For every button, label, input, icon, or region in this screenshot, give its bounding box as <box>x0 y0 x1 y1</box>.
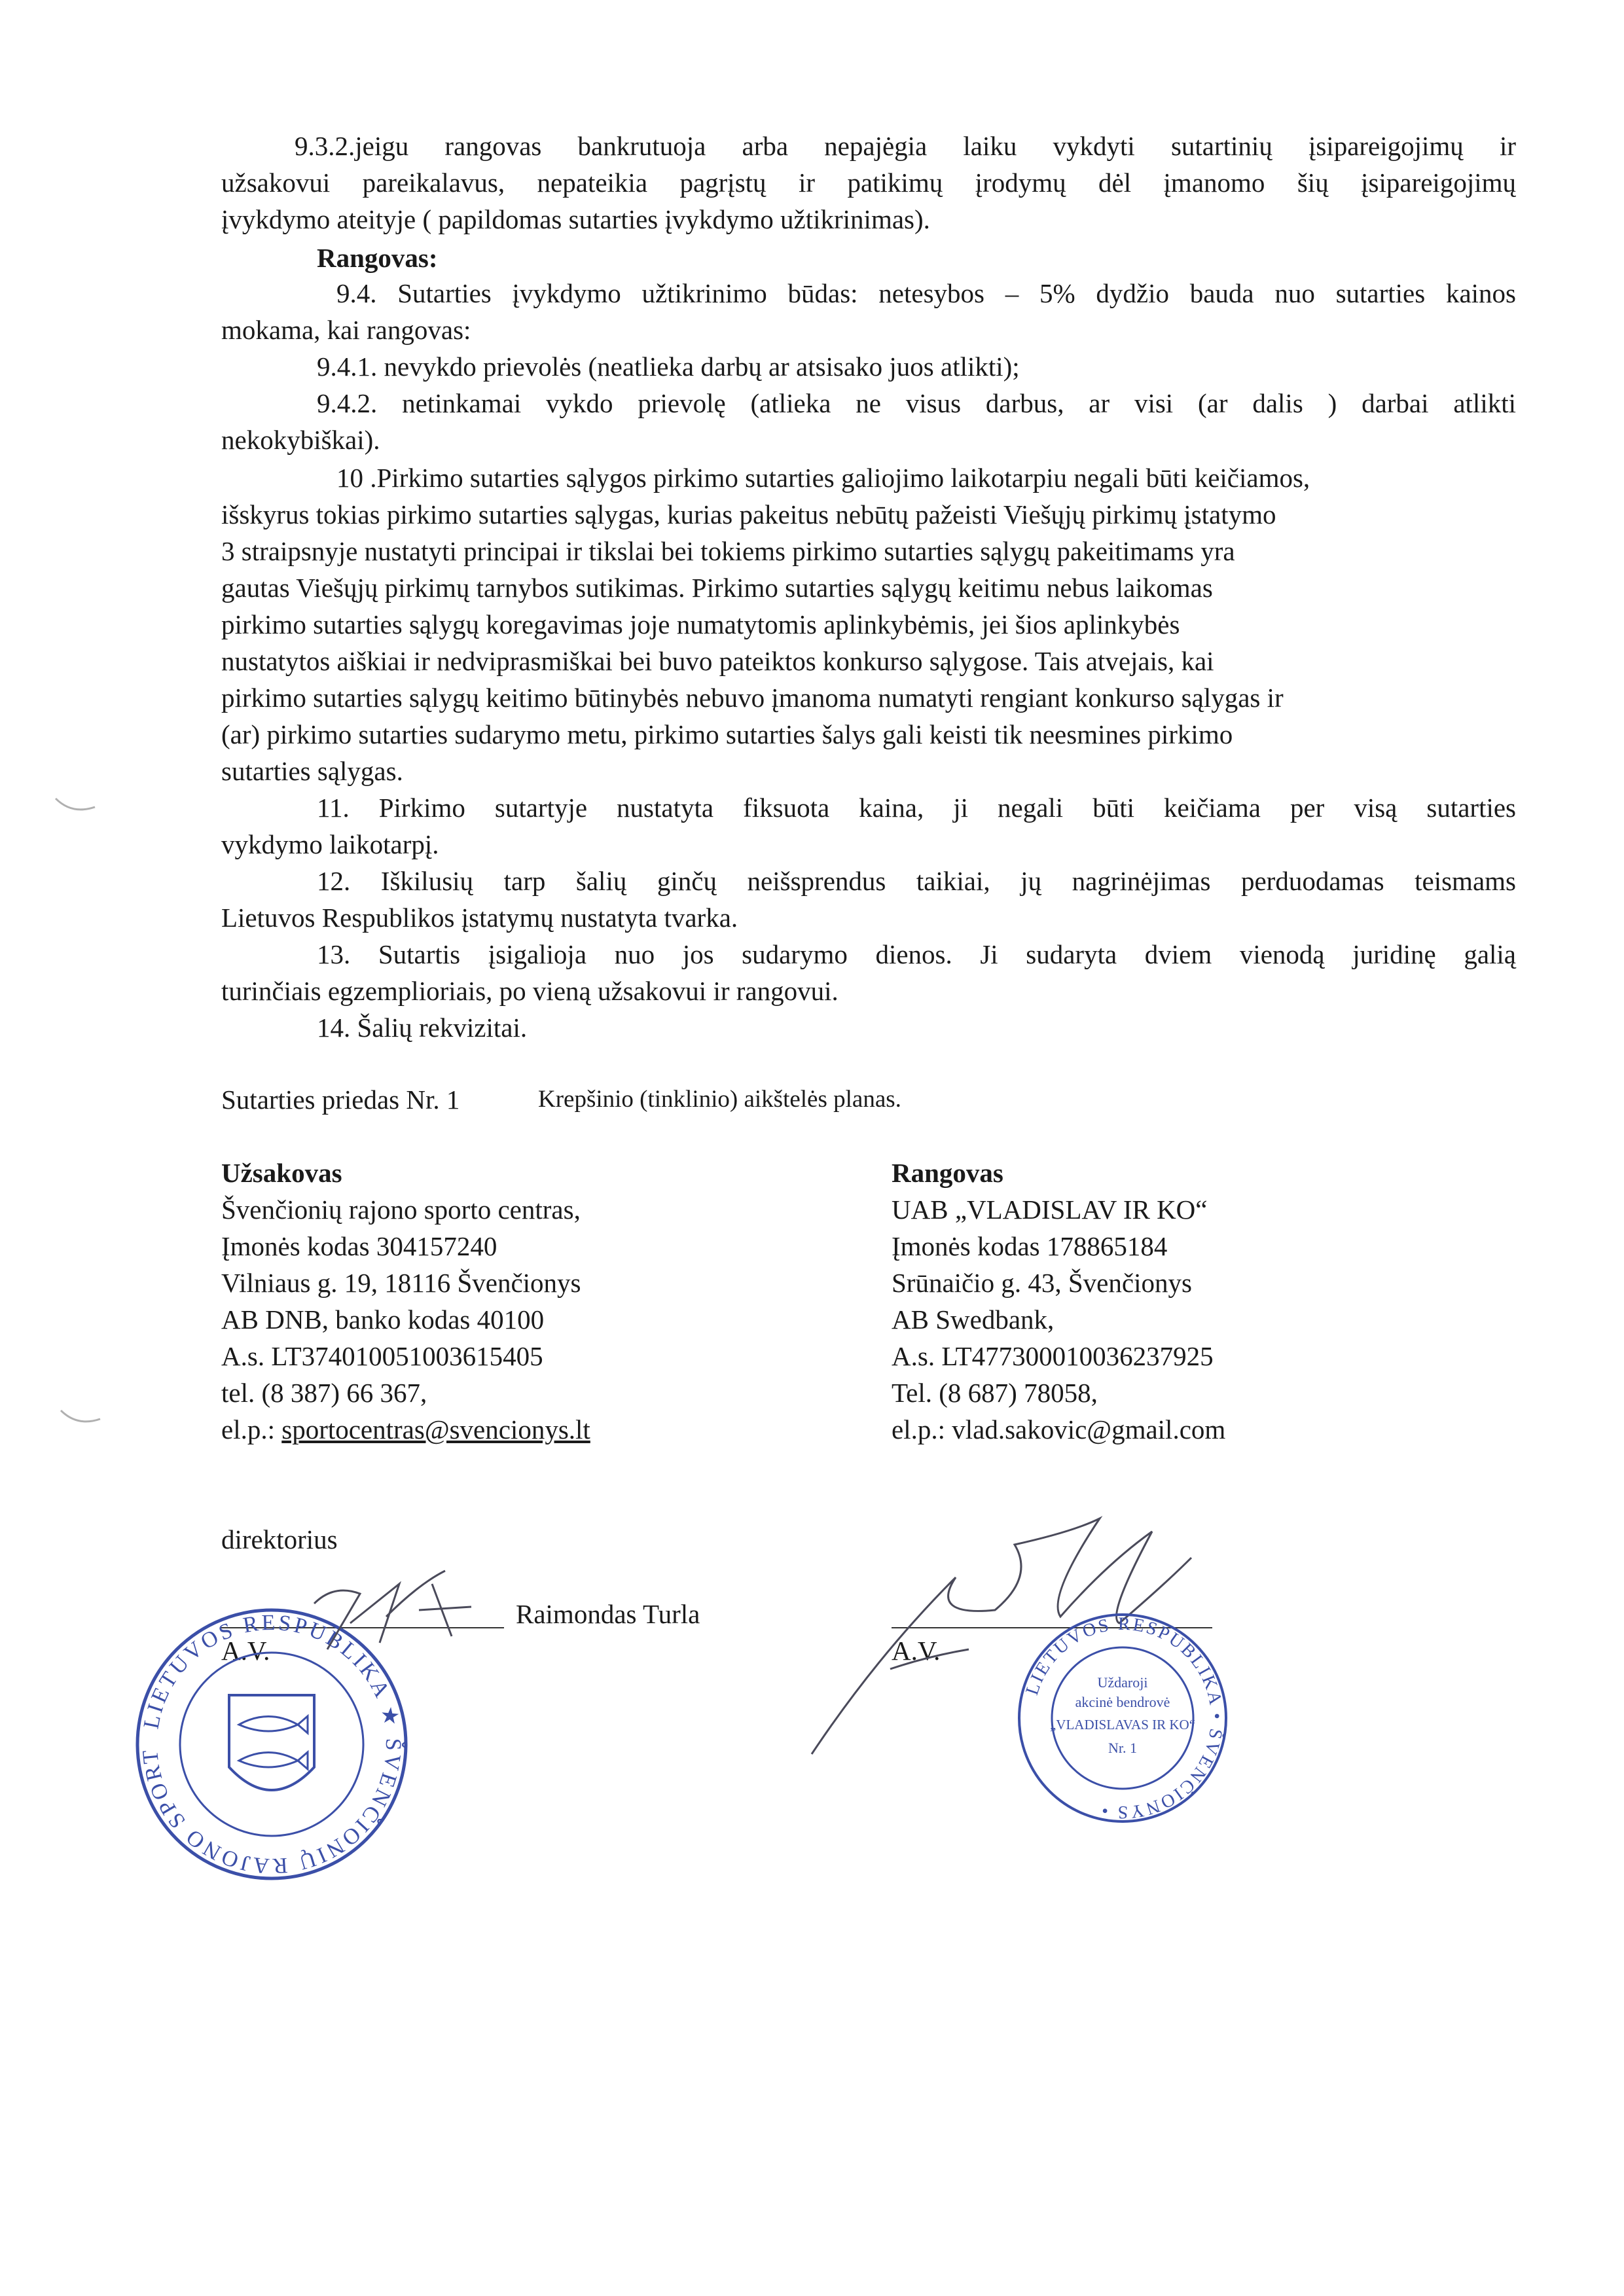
contractor-phone: Tel. (8 687) 78058, <box>892 1378 1098 1408</box>
contractor-code: Įmonės kodas 178865184 <box>892 1231 1168 1261</box>
paragraph-12-line-2: Lietuvos Respublikos įstatymų nustatyta tvarka. <box>221 903 738 933</box>
svg-text:LIETUVOS RESPUBLIKA • ŠVENČION: LIETUVOS RESPUBLIKA • ŠVENČIONYS • <box>1022 1613 1227 1823</box>
paragraph-9-4-line-1: 9.4. Sutarties įvykdymo užtikrinimo būdas: netesybos – 5% dydžio bauda nuo sutarties kainos <box>336 278 1516 308</box>
punch-mark-bottom <box>58 1407 103 1427</box>
paragraph-9-4-2-line-1: 9.4.2. netinkamai vykdo prievolę (atlieka ne visus darbus, ar visi (ar dalis ) darbai atlikti <box>317 388 1516 418</box>
customer-address: Vilniaus g. 19, 18116 Švenčionys <box>221 1268 581 1298</box>
paragraph-9-3-2-line-1: 9.3.2.jeigu rangovas bankrutuoja arba nepajėgia laiku vykdyti sutartinių įsipareigojimų ir <box>295 131 1516 161</box>
customer-phone: tel. (8 387) 66 367, <box>221 1378 427 1408</box>
paragraph-9-4-1: 9.4.1. nevykdo prievolės (neatlieka darbų ar atsisako juos atlikti); <box>317 351 1020 382</box>
contractor-name: UAB „VLADISLAV IR KO“ <box>892 1194 1208 1225</box>
paragraph-10-line-5: pirkimo sutarties sąlygų koregavimas joje numatytomis aplinkybėmis, jei šios aplinkybės <box>221 609 1180 639</box>
paragraph-10-line-4: gautas Viešųjų pirkimų tarnybos sutikimas. Pirkimo sutarties sąlygų keitimu nebus laikomas <box>221 573 1213 603</box>
svg-text:Uždaroji: Uždaroji <box>1097 1674 1148 1691</box>
svg-text:LIETUVOS RESPUBLIKA ★ ŠVENČION: LIETUVOS RESPUBLIKA ★ ŠVENČIONIŲ RAJONO SPORTO CENTRAS ★ <box>119 1585 406 1878</box>
customer-heading: Užsakovas <box>221 1158 342 1188</box>
paragraph-13-line-2: turinčiais egzemplioriais, po vieną užsakovui ir rangovui. <box>221 976 839 1006</box>
paragraph-9-3-2-line-2: užsakovui pareikalavus, nepateikia pagrįstų ir patikimų įrodymų dėl įmanomo šių įsipareigojimų <box>221 168 1516 198</box>
customer-code: Įmonės kodas 304157240 <box>221 1231 497 1261</box>
annex-title: Krepšinio (tinklinio) aikštelės planas. <box>538 1086 901 1113</box>
contractor-seal-mark: A.V. <box>892 1636 941 1666</box>
customer-name: Švenčionių rajono sporto centras, <box>221 1194 581 1225</box>
svg-text:Nr. 1: Nr. 1 <box>1108 1740 1137 1756</box>
contractor-stamp <box>1015 1610 1231 1826</box>
rangovas-heading: Rangovas: <box>317 243 438 273</box>
customer-seal-mark: A.V. <box>221 1636 270 1666</box>
customer-account: A.s. LT374010051003615405 <box>221 1341 543 1371</box>
svg-text:„VLADISLAVAS IR KO“: „VLADISLAVAS IR KO“ <box>1049 1717 1196 1732</box>
customer-email-prefix: el.p.: <box>221 1414 282 1444</box>
customer-bank: AB DNB, banko kodas 40100 <box>221 1304 545 1335</box>
paragraph-10-line-8: (ar) pirkimo sutarties sudarymo metu, pirkimo sutarties šalys gali keisti tik neesmines pirkimo <box>221 719 1233 749</box>
paragraph-10-line-1: 10 .Pirkimo sutarties sąlygos pirkimo sutarties galiojimo laikotarpiu negali būti keičiamos, <box>336 463 1310 493</box>
paragraph-10-line-3: 3 straipsnyje nustatyti principai ir tikslai bei tokiems pirkimo sutarties sąlygų pakeitimams yra <box>221 536 1235 566</box>
customer-email-row <box>221 1411 590 1448</box>
customer-signer-name: Raimondas Turla <box>516 1599 700 1629</box>
annex-label: Sutarties priedas Nr. 1 <box>221 1085 460 1115</box>
svg-text:akcinė bendrovė: akcinė bendrovė <box>1075 1694 1170 1710</box>
paragraph-10-line-2: išskyrus tokias pirkimo sutarties sąlygas, kurias pakeitus nebūtų pažeisti Viešųjų pirkimų įstatymo <box>221 499 1276 529</box>
contractor-bank: AB Swedbank, <box>892 1304 1055 1335</box>
contractor-email: el.p.: vlad.sakovic@gmail.com <box>892 1414 1226 1444</box>
paragraph-14: 14. Šalių rekvizitai. <box>317 1013 528 1043</box>
paragraph-9-4-line-2: mokama, kai rangovas: <box>221 315 471 345</box>
paragraph-9-4-2-line-2: nekokybiškai). <box>221 425 380 455</box>
paragraph-9-3-2-line-3: įvykdymo ateityje ( papildomas sutarties įvykdymo užtikrinimas). <box>221 204 930 234</box>
contractor-heading: Rangovas <box>892 1158 1003 1188</box>
paragraph-12-line-1: 12. Iškilusių tarp šalių ginčų neišsprendus taikiai, jų nagrinėjimas perduodamas teismams <box>317 866 1516 896</box>
contractor-address: Srūnaičio g. 43, Švenčionys <box>892 1268 1192 1298</box>
paragraph-13-line-1: 13. Sutartis įsigalioja nuo jos sudarymo dienos. Ji sudaryta dviem vienodą juridinę galią <box>317 939 1516 969</box>
paragraph-11-line-1: 11. Pirkimo sutartyje nustatyta fiksuota kaina, ji negali būti keičiama per visą sutarties <box>317 793 1516 823</box>
paragraph-10-line-6: nustatytos aiškiai ir nedviprasmiškai bei buvo pateiktos konkurso sąlygose. Tais atvejais, kai <box>221 646 1214 676</box>
paragraph-11-line-2: vykdymo laikotarpį. <box>221 829 439 859</box>
punch-mark-top <box>52 795 98 815</box>
customer-signature <box>288 1545 484 1662</box>
customer-email-link[interactable]: sportocentras@svencionys.lt <box>281 1414 590 1444</box>
customer-position: direktorius <box>221 1524 338 1554</box>
contractor-account: A.s. LT477300010036237925 <box>892 1341 1214 1371</box>
paragraph-10-line-9: sutarties sąlygas. <box>221 756 403 786</box>
paragraph-10-line-7: pirkimo sutarties sąlygų keitimo būtinybės nebuvo įmanoma numatyti rengiant konkurso sąlygas ir <box>221 683 1284 713</box>
